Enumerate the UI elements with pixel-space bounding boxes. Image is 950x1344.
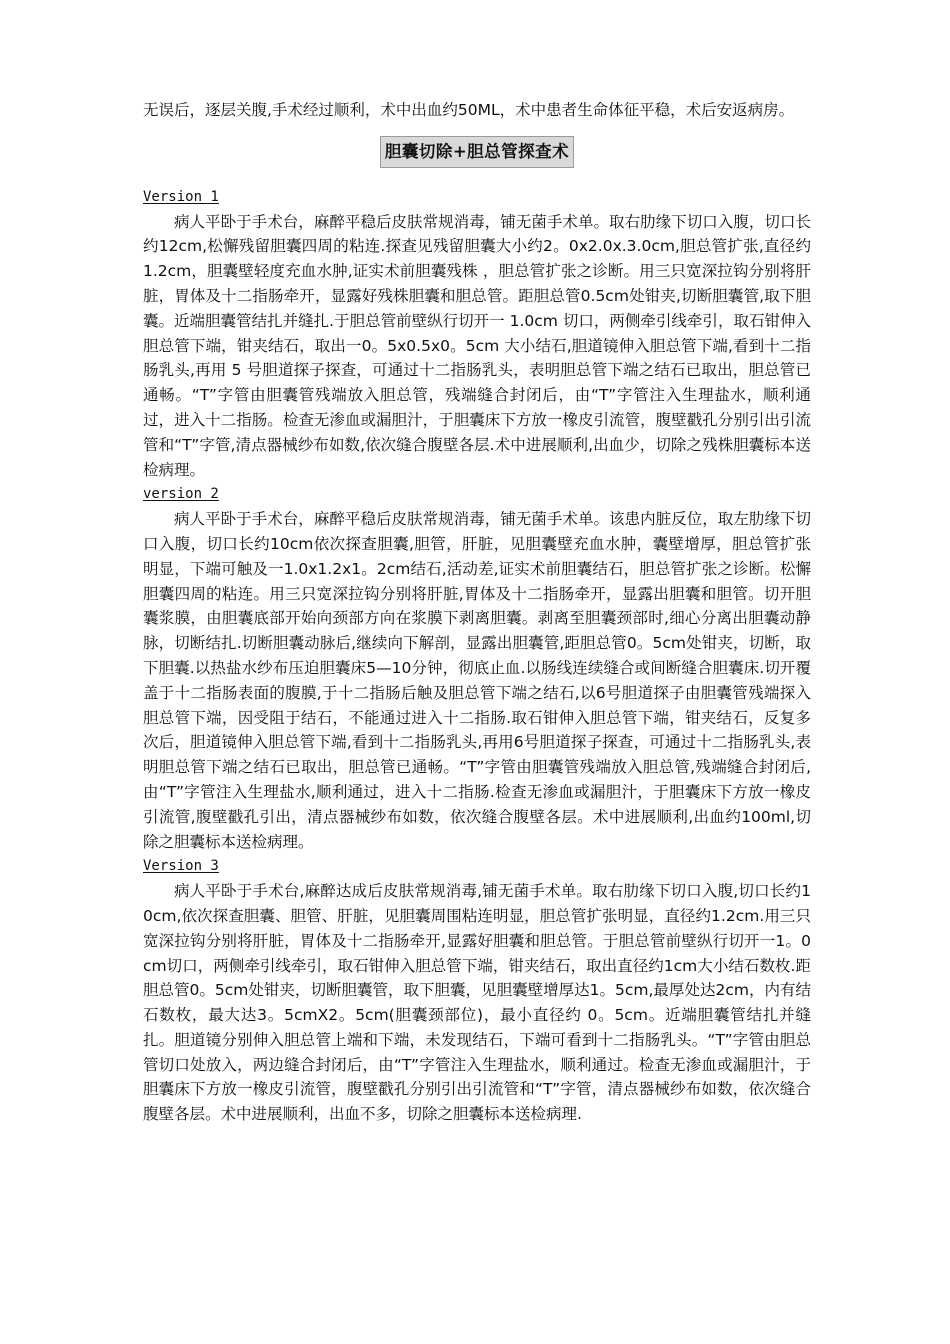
section-title-wrap — [143, 136, 811, 168]
version-3-label: Version 3 — [143, 858, 219, 875]
section-title: 胆囊切除+胆总管探查术 — [380, 136, 574, 168]
version-1-paragraph: 病人平卧于手术台，麻醉平稳后皮肤常规消毒，铺无菌手术单。取右肋缘下切口入腹，切口长约12cm,松懈残留胆囊四周的粘连.探查见残留胆囊大小约2。0x2.0x.3.0cm,胆总管扩张,直径约 1.2cm，胆囊壁轻度充血水肿,证实术前胆囊残株 ，胆总管扩张之诊断。用三只宽深拉钩分别将肝脏，胃体及十二指肠牵开，显露好残株胆囊和胆总管。距胆总管0.5cm处钳夹,切断胆囊管,取下胆囊。近端胆囊管结扎并缝扎.于胆总管前壁纵行切开一 1.0cm 切口，两侧牵引线牵引，取石钳伸入胆总管下端，钳夹结石，取出一0。5x0.5x0。5cm 大小结石,胆道镜伸入胆总管下端,看到十二指肠乳头,再用 5 号胆道探子探查，可通过十二指肠乳头，表明胆总管下端之结石已取出，胆总管已通畅。“T”字管由胆囊管残端放入胆总管，残端缝合封闭后，由“T”字管注入生理盐水，顺利通过，进入十二指肠。检查无渗血或漏胆汁，于胆囊床下方放一橡皮引流管，腹壁戳孔分别引出引流管和“T”字管,清点器械纱布如数,依次缝合腹壁各层.术中进展顺利,出血少，切除之残株胆囊标本送检病理。 — [143, 212, 811, 479]
document-page — [143, 98, 811, 1127]
version-2-section — [143, 482, 811, 854]
version-1-section — [143, 185, 811, 483]
version-3-section — [143, 854, 811, 1127]
version-1-label: Version 1 — [143, 188, 219, 205]
version-3-paragraph: 病人平卧于手术台,麻醉达成后皮肤常规消毒,铺无菌手术单。取右肋缘下切口入腹,切口长约10cm,依次探查胆囊、胆管、肝脏，见胆囊周围粘连明显，胆总管扩张明显，直径约1.2cm.用三只宽深拉钩分别将肝脏，胃体及十二指肠牵开,显露好胆囊和胆总管。于胆总管前壁纵行切开一1。0cm切口，两侧牵引线牵引，取石钳伸入胆总管下端，钳夹结石，取出直径约1cm大小结石数枚.距胆总管0。5cm处钳夹，切断胆囊管，取下胆囊，见胆囊壁增厚达1。5cm,最厚处达2cm，内有结石数枚，最大达3。5cmX2。5cm(胆囊颈部位)，最小直径约 0。5cm。近端胆囊管结扎并缝扎。胆道镜分别伸入胆总管上端和下端，未发现结石，下端可看到十二指肠乳头。“T”字管由胆总管切口处放入，两边缝合封闭后，由“T”字管注入生理盐水，顺利通过。检查无渗血或漏胆汁，于胆囊床下方放一橡皮引流管，腹壁戳孔分别引出引流管和“T”字管，清点器械纱布如数，依次缝合腹壁各层。术中进展顺利，出血不多，切除之胆囊标本送检病理. — [143, 882, 811, 1124]
intro-paragraph: 无误后，逐层关腹,手术经过顺利，术中出血约50ML，术中患者生命体征平稳，术后安返病房。 — [143, 101, 795, 119]
version-2-label: version 2 — [143, 486, 219, 503]
version-2-paragraph: 病人平卧于手术台，麻醉平稳后皮肤常规消毒，铺无菌手术单。该患内脏反位，取左肋缘下切口入腹，切口长约10cm依次探查胆囊,胆管，肝脏，见胆囊壁充血水肿，囊壁增厚，胆总管扩张明显，下端可触及一1.0x1.2x1。2cm结石,活动差,证实术前胆囊结石，胆总管扩张之诊断。松懈胆囊四周的粘连。用三只宽深拉钩分别将肝脏,胃体及十二指肠牵开，显露出胆囊和胆管。切开胆囊浆膜，由胆囊底部开始向颈部方向在浆膜下剥离胆囊。剥离至胆囊颈部时,细心分离出胆囊动静脉，切断结扎.切断胆囊动脉后,继续向下解剖，显露出胆囊管,距胆总管0。5cm处钳夹，切断，取下胆囊.以热盐水纱布压迫胆囊床5—10分钟，彻底止血.以肠线连续缝合或间断缝合胆囊床.切开覆盖于十二指肠表面的腹膜,于十二指肠后触及胆总管下端之结石,以6号胆道探子由胆囊管残端探入胆总管下端，因受阻于结石，不能通过进入十二指肠.取石钳伸入胆总管下端，钳夹结石，反复多次后，胆道镜伸入胆总管下端,看到十二指肠乳头,再用6号胆道探子探查，可通过十二指肠乳头,表明胆总管下端之结石已取出，胆总管已通畅。“T”字管由胆囊管残端放入胆总管,残端缝合封闭后,由“T”字管注入生理盐水,顺利通过，进入十二指肠.检查无渗血或漏胆汁，于胆囊床下方放一橡皮引流管,腹壁戳孔引出，清点器械纱布如数，依次缝合腹壁各层。术中进展顺利,出血约100ml,切除之胆囊标本送检病理。 — [143, 510, 811, 851]
